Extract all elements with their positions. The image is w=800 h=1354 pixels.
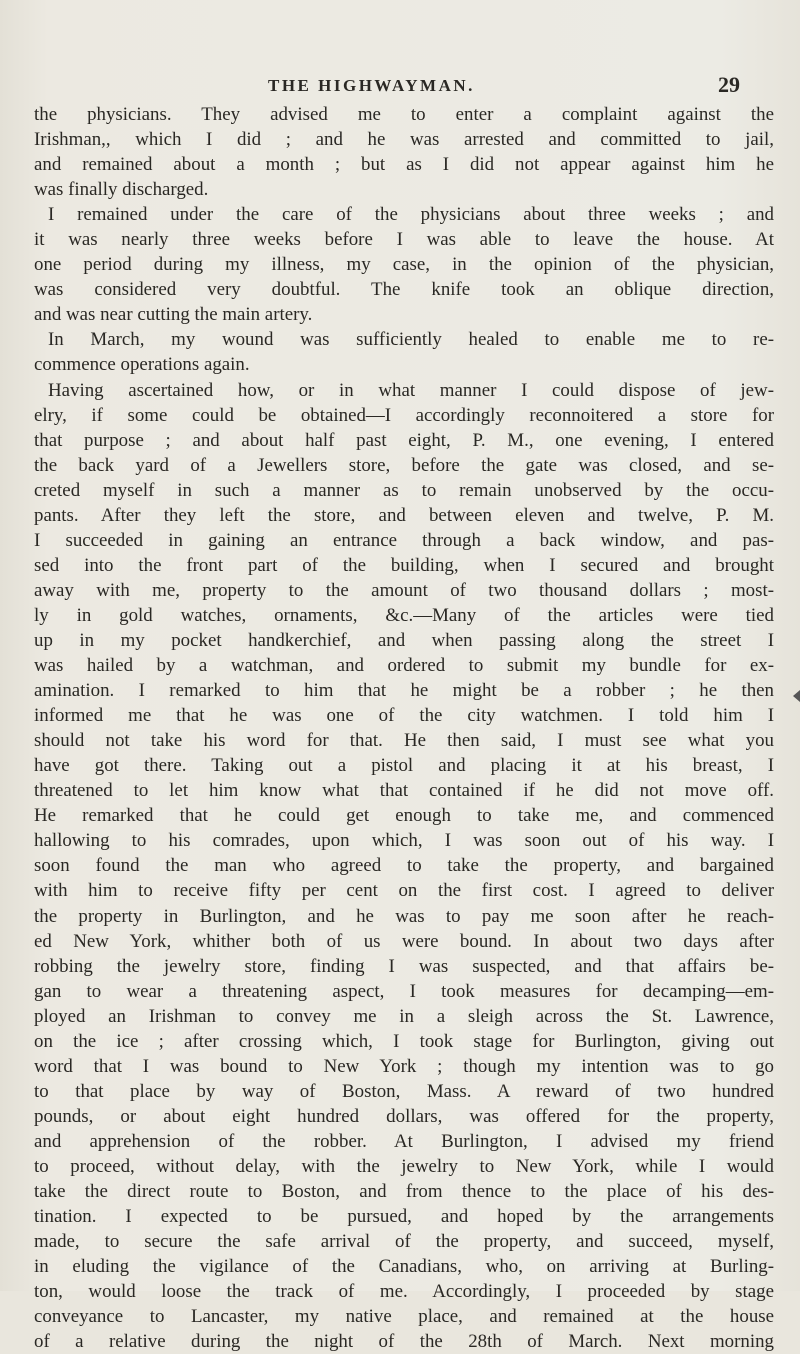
text-line: informed me that he was one of the city watchmen. I told him I	[34, 705, 774, 727]
text-line: that purpose ; and about half past eight, P. M., one evening, I entered	[34, 429, 774, 451]
text-line: the property in Burlington, and he was to pay me soon after he reach-	[34, 905, 774, 927]
text-line: on the ice ; after crossing which, I took stage for Burlington, giving out	[34, 1030, 774, 1052]
running-title: THE HIGHWAYMAN.	[268, 76, 475, 95]
text-line: In March, my wound was sufficiently healed to enable me to re-	[48, 329, 774, 351]
text-line: have got there. Taking out a pistol and placing it at his breast, I	[34, 755, 774, 777]
text-line: creted myself in such a manner as to remain unobserved by the occu-	[34, 479, 774, 501]
text-line: away with me, property to the amount of two thousand dollars ; most-	[34, 579, 774, 601]
text-line: elry, if some could be obtained—I accordingly reconnoitered a store for	[34, 404, 774, 426]
text-line: I remained under the care of the physicians about three weeks ; and	[48, 204, 774, 226]
text-line: commence operations again.	[34, 354, 250, 376]
text-line: was considered very doubtful. The knife took an oblique direction,	[34, 279, 774, 301]
text-line: pounds, or about eight hundred dollars, was offered for the property,	[34, 1105, 774, 1127]
text-line: to that place by way of Boston, Mass. A reward of two hundred	[34, 1080, 774, 1102]
text-line: ton, would loose the track of me. Accordingly, I proceeded by stage	[34, 1281, 774, 1303]
text-line: I succeeded in gaining an entrance through a back window, and pas-	[34, 529, 774, 551]
text-line: made, to secure the safe arrival of the property, and succeed, myself,	[34, 1231, 774, 1253]
text-line: conveyance to Lancaster, my native place, and remained at the house	[34, 1306, 774, 1328]
text-line: it was nearly three weeks before I was able to leave the house. At	[34, 229, 774, 251]
text-line: robbing the jewelry store, finding I was suspected, and that affairs be-	[34, 955, 774, 977]
text-line: was finally discharged.	[34, 179, 209, 201]
text-line: hallowing to his comrades, upon which, I was soon out of his way. I	[34, 830, 774, 852]
text-line: Having ascertained how, or in what manner I could dispose of jew-	[48, 379, 774, 401]
text-line: take the direct route to Boston, and from thence to the place of his des-	[34, 1181, 774, 1203]
page-number: 29	[718, 72, 740, 97]
text-line: one period during my illness, my case, in the opinion of the physician,	[34, 254, 774, 276]
text-line: and remained about a month ; but as I did not appear against him he	[34, 154, 774, 176]
text-line: threatened to let him know what that contained if he did not move off.	[34, 780, 774, 802]
text-line: ed New York, whither both of us were bound. In about two days after	[34, 930, 774, 952]
text-line: ployed an Irishman to convey me in a sleigh across the St. Lawrence,	[34, 1005, 774, 1027]
text-line: of a relative during the night of the 28th of March. Next morning	[34, 1331, 774, 1353]
margin-arrow-icon	[793, 690, 800, 702]
text-line: in eluding the vigilance of the Canadians, who, on arriving at Burling-	[34, 1256, 774, 1278]
text-line: and was near cutting the main artery.	[34, 304, 313, 326]
text-line: soon found the man who agreed to take the property, and bargained	[34, 855, 774, 877]
text-line: pants. After they left the store, and between eleven and twelve, P. M.	[34, 504, 774, 526]
text-line: the physicians. They advised me to enter a complaint against the	[34, 104, 774, 125]
text-line: the back yard of a Jewellers store, before the gate was closed, and se-	[34, 454, 774, 476]
text-line: Irishman,, which I did ; and he was arrested and committed to jail,	[34, 129, 774, 151]
text-line: gan to wear a threatening aspect, I took measures for decamping—em-	[34, 980, 774, 1002]
text-line: word that I was bound to New York ; though my intention was to go	[34, 1055, 774, 1077]
text-line: amination. I remarked to him that he might be a robber ; he then	[34, 680, 774, 702]
text-line: should not take his word for that. He then said, I must see what you	[34, 730, 774, 752]
text-line: with him to receive fifty per cent on the first cost. I agreed to deliver	[34, 880, 774, 902]
text-line: ly in gold watches, ornaments, &c.—Many of the articles were tied	[34, 604, 774, 626]
body-text	[34, 102, 774, 1354]
text-line: to proceed, without delay, with the jewelry to New York, while I would	[34, 1155, 774, 1177]
text-line: He remarked that he could get enough to take me, and commenced	[34, 805, 774, 827]
text-line: was hailed by a watchman, and ordered to submit my bundle for ex-	[34, 655, 774, 677]
running-header	[0, 72, 800, 102]
text-line: tination. I expected to be pursued, and hoped by the arrangements	[34, 1206, 774, 1228]
text-line: sed into the front part of the building, when I secured and brought	[34, 554, 774, 576]
text-line: up in my pocket handkerchief, and when passing along the street I	[34, 629, 774, 651]
text-line: and apprehension of the robber. At Burlington, I advised my friend	[34, 1130, 774, 1152]
